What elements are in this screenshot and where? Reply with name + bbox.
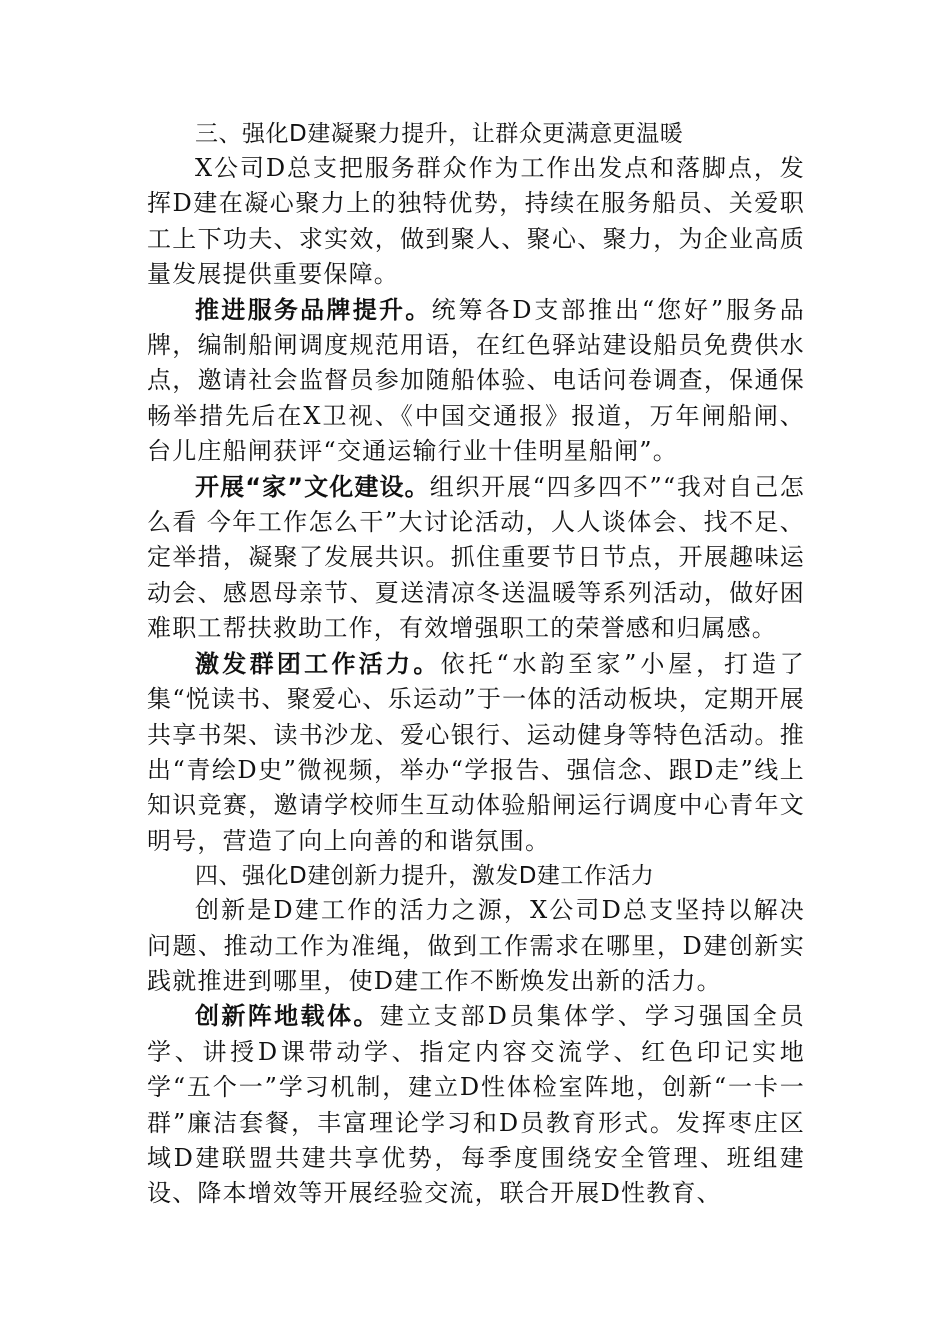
section-4-intro: 创新是D建工作的活力之源，X公司D总支坚持以解决问题、推动工作为准绳，做到工作需求在哪里，D建创新实践就推进到哪里，使D建工作不断焕发出新的活力。 — [147, 896, 805, 995]
paragraph-lead: 开展“家”文化建设。 — [195, 472, 430, 501]
paragraph-lead: 创新阵地载体。 — [195, 1002, 380, 1031]
paragraph-body: 组织开展“四多四不”“我对自己怎么看 今年工作怎么干”大讨论活动，人人谈体会、找不足、定举措，凝聚了发展共识。抓住重要节日节点，开展趣味运动会、感恩母亲节、夏送清凉冬送温暖等系列活动，做好困难职工帮扶救助工作，有效增强职工的荣誉感和归属感。 — [147, 472, 805, 643]
paragraph-innovation-base — [147, 999, 805, 1211]
paragraph-lead: 推进服务品牌提升。 — [195, 295, 432, 324]
paragraph-group-vitality — [147, 647, 805, 859]
section-4-heading: 四、强化D建创新力提升，激发D建工作活力 — [195, 863, 655, 890]
paragraph-service-brand — [147, 293, 805, 470]
paragraph-lead: 激发群团工作活力。 — [195, 649, 441, 678]
section-3-intro: X公司D总支把服务群众作为工作出发点和落脚点，发挥D建在凝心聚力上的独特优势，持续在服务船员、关爱职工上下功夫、求实效，做到聚人、聚心、聚力，为企业高质量发展提供重要保障。 — [147, 154, 805, 289]
section-3-heading: 三、强化D建凝聚力提升，让群众更满意更温暖 — [195, 121, 684, 147]
paragraph-body: 统筹各D支部推出“您好”服务品牌，编制船闸调度规范用语，在红色驿站建设船员免费供水点，邀请社会监督员参加随船体验、电话问卷调查，保通保畅举措先后在X卫视、《中国交通报》报道，万年闸船闸、台儿庄船闸获评“交通运输行业十佳明星船闸”。 — [147, 295, 805, 466]
paragraph-body: 依托“水韵至家”小屋，打造了集“悦读书、聚爱心、乐运动”于一体的活动板块，定期开展共享书架、读书沙龙、爱心银行、运动健身等特色活动。推出“青绘D史”微视频，举办“学报告、强信念、跟D走”线上知识竞赛，邀请学校师生互动体验船闸运行调度中心青年文明号，营造了向上向善的和谐氛围。 — [147, 649, 805, 855]
paragraph-home-culture — [147, 470, 805, 647]
document-page — [147, 117, 805, 1212]
paragraph-body: 建立支部D员集体学、学习强国全员学、讲授D课带动学、指定内容交流学、红色印记实地学“五个一”学习机制，建立D性体检室阵地，创新“一卡一群”廉洁套餐，丰富理论学习和D员教育形式。发挥枣庄区域D建联盟共建共享优势，每季度围绕安全管理、班组建设、降本增效等开展经验交流，联合开展D性教育、 — [147, 1002, 805, 1208]
